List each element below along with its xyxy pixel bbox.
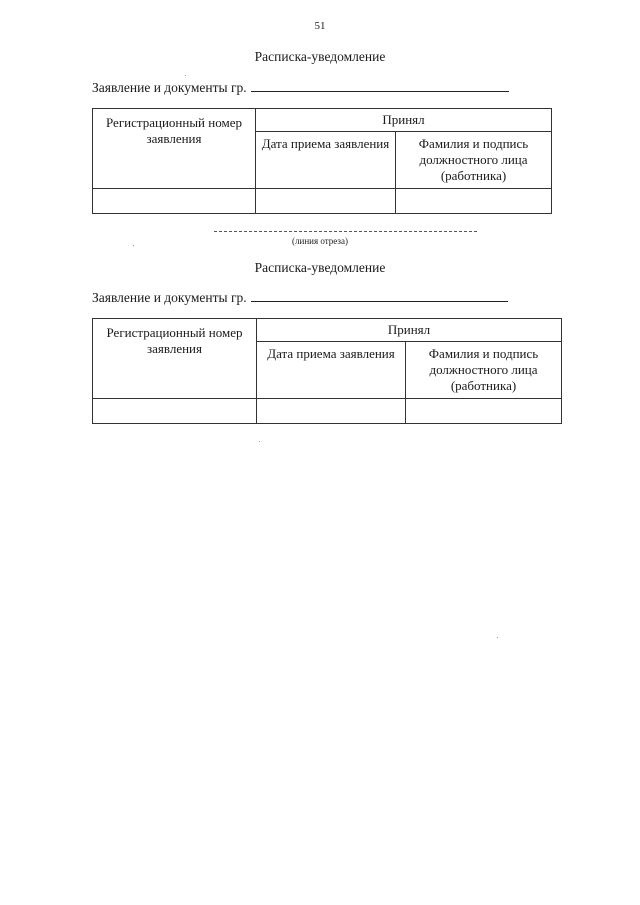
accepted-header-2: Принял — [257, 319, 562, 342]
applicant-name-field-2[interactable] — [251, 289, 508, 302]
applicant-line-2 — [92, 289, 508, 306]
applicant-line-1 — [92, 79, 509, 96]
receipt-table-2 — [92, 318, 562, 424]
applicant-name-field-1[interactable] — [251, 79, 509, 92]
regnum-cell-2[interactable] — [93, 399, 257, 424]
signature-header-2: Фамилия и подпись должностного лица (работника) — [406, 342, 562, 399]
signature-header-1: Фамилия и подпись должностного лица (работника) — [396, 132, 552, 189]
regnum-header-2: Регистрационный номер заявления — [93, 319, 257, 399]
signature-cell-1[interactable] — [396, 189, 552, 214]
scan-speck — [133, 245, 134, 246]
receipt-table-1 — [92, 108, 552, 214]
applicant-label-2: Заявление и документы гр. — [92, 290, 247, 305]
signature-cell-2[interactable] — [406, 399, 562, 424]
regnum-header-1: Регистрационный номер заявления — [93, 109, 256, 189]
accepted-header-1: Принял — [256, 109, 552, 132]
date-cell-1[interactable] — [256, 189, 396, 214]
cut-line — [214, 231, 477, 232]
regnum-cell-1[interactable] — [93, 189, 256, 214]
receipt-title-1: Расписка-уведомление — [254, 49, 386, 64]
receipt-title-2: Расписка-уведомление — [254, 260, 386, 275]
scan-speck — [185, 75, 186, 76]
date-header-2: Дата приема заявления — [257, 342, 406, 399]
applicant-label-1: Заявление и документы гр. — [92, 80, 247, 95]
page-number: 51 — [314, 20, 326, 32]
scan-speck — [497, 637, 498, 638]
cut-line-label: (линия отреза) — [292, 236, 348, 246]
date-cell-2[interactable] — [257, 399, 406, 424]
date-header-1: Дата приема заявления — [256, 132, 396, 189]
scan-speck — [259, 441, 260, 442]
